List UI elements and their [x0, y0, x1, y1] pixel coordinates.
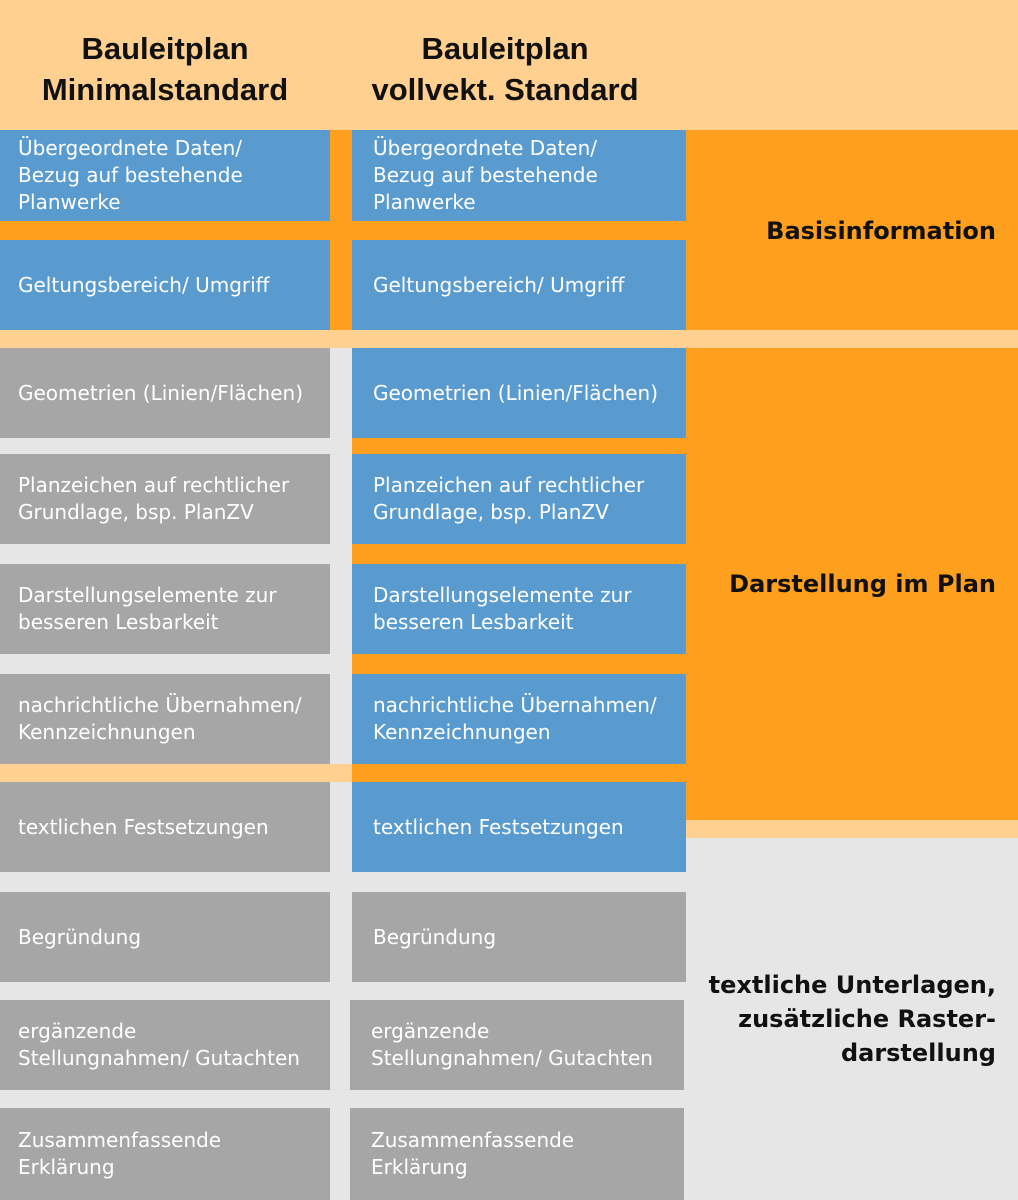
right-box-geometrien: Geometrien (Linien/Flächen)	[352, 348, 686, 438]
right-box-textlichen-festsetzungen: textlichen Festsetzungen	[352, 782, 686, 872]
right-box-begruendung: Begründung	[352, 892, 686, 982]
separator-band-left	[0, 764, 352, 782]
separator-band-right	[686, 820, 1018, 838]
right-box-darstellungselemente: Darstellungselemente zur besseren Lesbarkeit	[352, 564, 686, 654]
header-vollvekt-standard: Bauleitplan vollvekt. Standard	[371, 31, 639, 107]
category-darstellung-im-plan: Darstellung im Plan	[729, 570, 996, 598]
right-box-geltungsbereich: Geltungsbereich/ Umgriff	[352, 240, 686, 330]
right-box-nachrichtliche-uebernahmen: nachrichtliche Übernahmen/ Kennzeichnungen	[352, 674, 686, 764]
right-box-uebergeordnete-daten: Übergeordnete Daten/ Bezug auf bestehende Planwerke	[352, 130, 686, 221]
left-box-geometrien: Geometrien (Linien/Flächen)	[0, 348, 330, 438]
left-box-begruendung: Begründung	[0, 892, 330, 982]
category-textliche-unterlagen: textliche Unterlagen, zusätzliche Raster- darstellung	[708, 971, 996, 1067]
left-box-zusammenfassende-erklaerung: Zusammenfassende Erklärung	[0, 1108, 330, 1200]
separator-band	[0, 330, 1018, 348]
left-box-darstellungselemente: Darstellungselemente zur besseren Lesbarkeit	[0, 564, 330, 654]
left-box-uebergeordnete-daten: Übergeordnete Daten/ Bezug auf bestehende Planwerke	[0, 130, 330, 221]
right-box-zusammenfassende-erklaerung: Zusammenfassende Erklärung	[350, 1108, 684, 1200]
right-box-stellungnahmen: ergänzende Stellungnahmen/ Gutachten	[350, 1000, 684, 1090]
left-box-geltungsbereich: Geltungsbereich/ Umgriff	[0, 240, 330, 330]
left-box-stellungnahmen: ergänzende Stellungnahmen/ Gutachten	[0, 1000, 330, 1090]
category-basisinformation: Basisinformation	[766, 217, 996, 245]
right-box-planzeichen: Planzeichen auf rechtlicher Grundlage, bsp. PlanZV	[352, 454, 686, 544]
header-minimalstandard: Bauleitplan Minimalstandard	[41, 31, 289, 107]
left-box-textlichen-festsetzungen: textlichen Festsetzungen	[0, 782, 330, 872]
left-box-nachrichtliche-uebernahmen: nachrichtliche Übernahmen/ Kennzeichnungen	[0, 674, 330, 764]
left-box-planzeichen: Planzeichen auf rechtlicher Grundlage, bsp. PlanZV	[0, 454, 330, 544]
